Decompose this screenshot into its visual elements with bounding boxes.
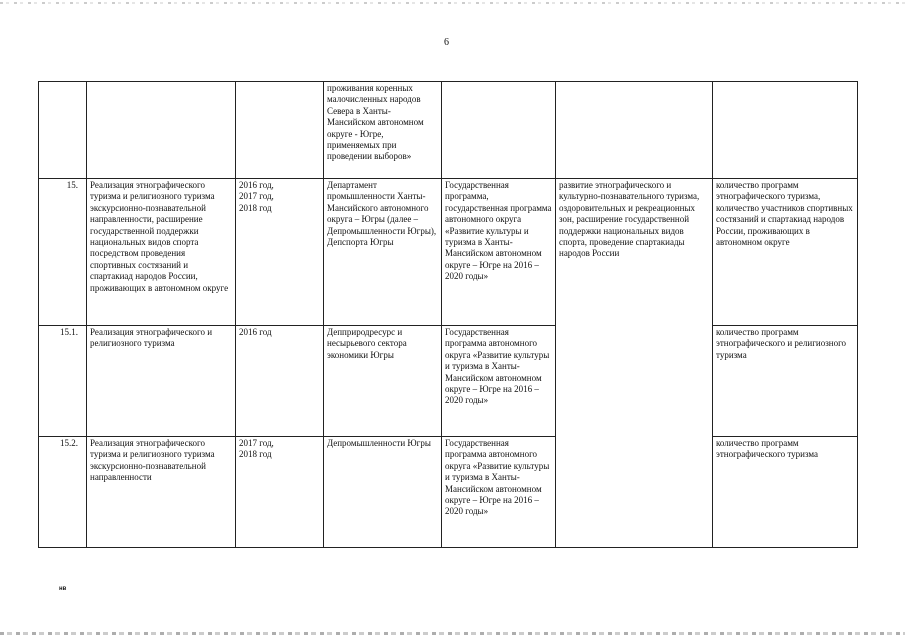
measure-result [556,82,713,179]
scan-edge-bottom [0,632,905,635]
measure-executor: Департамент промышленности Ханты-Мансийского автономного округа – Югры (далее – Депромышленности Югры), Депспорта Югры [324,179,442,326]
measure-source: Государственная программа автономного округа «Развитие культуры и туризма в Ханты-Мансийском автономном округе – Югре на 2016 – 2020 годы» [442,437,556,548]
measure-name: Реализация этнографического и религиозного туризма [87,326,236,437]
measure-period: 2017 год, 2018 год [236,437,324,548]
measure-result: развитие этнографического и культурно-познавательного туризма, оздоровительных и рекреационных зон, расширение государственной поддержки национальных видов спорта, проведение спартакиады народов России [556,179,713,548]
measure-name: Реализация этнографического туризма и религиозного туризма экскурсионно-познавательной направленности [87,437,236,548]
table-row [39,179,858,326]
table-row [39,326,858,437]
measure-source [442,82,556,179]
measure-period: 2016 год [236,326,324,437]
row-number: 15. [39,179,87,326]
measure-name: Реализация этнографического туризма и религиозного туризма экскурсионно-познавательной направленности, расширение государственной поддержки национальных видов спорта посредством проведения спортивных состязаний и спартакиад народов России, проживающих в автономном округе [87,179,236,326]
measure-indicator: количество программ этнографического туризма [713,437,858,548]
measure-period [236,82,324,179]
measure-executor: Депприродресурс и несырьевого сектора экономики Югры [324,326,442,437]
footer-mark: нв [59,586,67,592]
row-number: 15.1. [39,326,87,437]
page-number: 6 [444,37,449,48]
measure-executor: Депромышленности Югры [324,437,442,548]
measure-executor: проживания коренных малочисленных народов Севера в Ханты-Мансийском автономном округе - Югре, применяемых при проведении выборов» [324,82,442,179]
measure-source: Государственная программа, государственная программа автономного округа «Развитие культуры и туризма в Ханты-Мансийском автономном округе – Югре на 2016 – 2020 годы» [442,179,556,326]
measure-source: Государственная программа автономного округа «Развитие культуры и туризма в Ханты-Мансийском автономном округе – Югре на 2016 – 2020 годы» [442,326,556,437]
measure-name [87,82,236,179]
measure-period: 2016 год, 2017 год, 2018 год [236,179,324,326]
scan-edge-top [0,2,905,4]
table-row [39,437,858,548]
measure-indicator [713,82,858,179]
measure-indicator: количество программ этнографического и религиозного туризма [713,326,858,437]
row-number: 15.2. [39,437,87,548]
table-row [39,82,858,179]
measure-indicator: количество программ этнографического туризма, количество участников спортивных состязаний и спартакиад народов России, проживающих в автономном округе [713,179,858,326]
row-number [39,82,87,179]
measures-table [38,81,858,548]
